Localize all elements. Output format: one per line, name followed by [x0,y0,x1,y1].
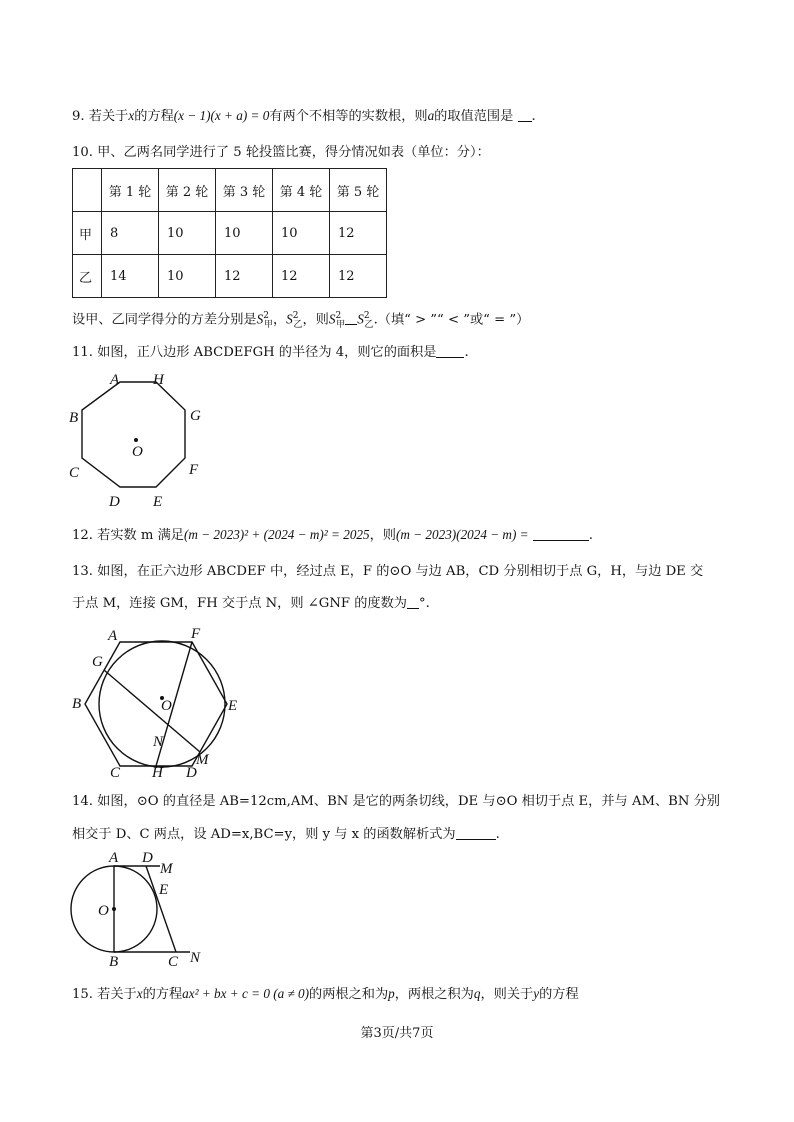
q13-degree: °. [418,596,430,611]
label-B: B [109,954,119,970]
row-name-jia: 甲 [73,212,102,255]
q15-text-4: ，两根之积为 [394,987,474,1002]
q12-answer-blank[interactable] [533,526,589,541]
question-13-line-2 [72,594,430,614]
q14-text: 相交于 D、C 两点，设 AD=x,BC=y，则 y 与 x 的函数解析式为 [72,827,456,842]
label-O: O [98,903,109,919]
q9-equation: (x − 1)(x + a) = 0 [173,108,270,123]
label-C: C [69,465,80,481]
label-N: N [153,734,164,750]
table-cell: 12 [330,212,387,255]
label-F: F [189,462,199,478]
q15-text-3: 的两根之和为 [309,987,389,1002]
octagon-figure [66,370,216,518]
table-cell: 10 [159,255,216,298]
q12-period: . [588,528,593,543]
label-A: A [110,372,120,388]
table-row [73,255,387,298]
q14-answer-blank[interactable] [456,825,496,840]
comma: ， [272,312,287,328]
q15-equation: ax² + bx + c = 0 (a ≠ 0) [182,986,310,1001]
label-D: D [109,494,120,510]
label-B: B [72,696,82,712]
question-14-line-1: 14. 如图，⊙O 的直径是 AB=12cm,AM、BN 是它的两条切线，DE 与⊙O 相切于点 E，并与 AM、BN 分别 [72,794,720,809]
question-15 [72,984,579,1005]
question-13-line-1: 13. 如图，在正六边形 ABCDEF 中，经过点 E，F 的⊙O 与边 AB，CD 分别相切于点 G，H，与边 DE 交 [72,564,704,579]
label-D: D [142,850,153,866]
header-round-2: 第 2 轮 [159,169,216,212]
page-footer: 第3页/共7页 [360,1026,434,1041]
q15-text-5: ，则关于 [480,987,534,1002]
label-M: M [196,752,209,768]
sup: 2 [292,311,299,321]
label-G: G [190,408,201,424]
q15-text-6: 的方程 [539,987,579,1002]
q9-text: 若关于 [88,109,129,124]
label-B: B [69,410,79,426]
label-O: O [132,444,143,460]
q9-text-4: 的取值范围是 [434,109,514,124]
octagon [82,382,185,487]
label-H: H [152,765,163,781]
q9-text-2: 的方程 [134,109,174,124]
label-C: C [110,765,121,781]
tangent-figure [64,848,214,970]
table-corner [73,169,102,212]
sub-jia: 甲 [336,320,346,331]
q12-text-2: ，则 [369,528,396,543]
table-cell: 10 [159,212,216,255]
table-cell: 14 [102,255,159,298]
sup: 2 [263,311,269,321]
question-9 [72,106,536,127]
q10-then: ，则 [302,312,329,328]
table-cell: 8 [102,212,159,255]
q15-var-y: y [533,986,540,1001]
question-10: 10. 甲、乙两名同学进行了 5 轮投篮比赛，得分情况如表（单位：分）： [72,145,490,160]
center-point [112,907,116,911]
q9-period: . [531,109,536,124]
sub-yi: 乙 [293,320,303,331]
table-header-row [73,169,387,212]
table-cell: 10 [273,212,330,255]
question-12 [72,525,593,546]
q11-period: . [464,345,469,360]
table-cell: 12 [273,255,330,298]
label-G: G [92,654,103,670]
label-N: N [190,950,201,966]
q10-answer-blank[interactable] [345,310,357,325]
tangent-dc [146,866,176,952]
q15-var-q: q [473,986,481,1001]
label-F: F [191,626,201,642]
segment-gm [104,670,200,752]
label-M: M [160,861,173,877]
sup: 2 [363,311,370,321]
q10-variance-line [72,306,529,335]
q12-equation-1: (m − 2023)² + (2024 − m)² = 2025 [184,527,370,542]
label-C: C [168,954,179,970]
header-round-5: 第 5 轮 [330,169,387,212]
q10-variance-text: 设甲、乙同学得分的方差分别是 [72,312,257,328]
q15-var-x: x [136,986,143,1001]
q15-text-2: 的方程 [142,987,183,1002]
q9-answer-blank[interactable] [518,107,532,122]
q12-equation-2: (m − 2023)(2024 − m) = [396,527,529,542]
sub-yi: 乙 [364,320,374,331]
q15-var-p: p [388,986,395,1001]
sup: 2 [335,311,342,321]
table-cell: 12 [216,255,273,298]
q9-var-x: x [128,108,135,123]
q13-answer-blank[interactable] [407,594,419,609]
label-A: A [109,850,119,866]
row-name-yi: 乙 [73,255,102,298]
q11-text: 11. 如图，正八边形 ABCDEFGH 的半径为 4，则它的面积是 [72,345,437,360]
s-yi: S [357,311,364,327]
q12-text: 12. 若实数 m 满足 [72,528,184,543]
s-jia: S [256,311,264,327]
q13-text: 于点 M，连接 GM，FH 交于点 N，则 ∠GNF 的度数为 [72,596,407,611]
header-round-4: 第 4 轮 [273,169,330,212]
header-round-3: 第 3 轮 [216,169,273,212]
label-E: E [228,698,238,714]
score-table [72,168,387,298]
sub-jia: 甲 [263,320,273,331]
label-E: E [153,494,163,510]
header-round-1: 第 1 轮 [102,169,159,212]
q10-instruction: .（填“ > ”“ < ”或“ = ”） [373,312,530,328]
q9-number: 9. [72,109,85,124]
center-point [134,438,138,442]
q9-text-3: 有两个不相等的实数根，则 [269,109,428,124]
hexagon-figure [70,624,250,782]
question-11 [72,343,469,363]
q11-answer-blank[interactable] [436,343,464,358]
label-D: D [186,765,197,781]
s-jia: S [328,311,336,327]
table-row [73,212,387,255]
s-yi: S [286,311,293,327]
label-H: H [153,372,164,388]
table-cell: 12 [330,255,387,298]
question-14-line-2 [72,825,500,845]
label-O: O [161,698,172,714]
q9-var-a: a [427,108,435,123]
label-E: E [159,882,169,898]
q14-period: . [495,827,500,842]
q15-text: 15. 若关于 [72,987,137,1002]
label-A: A [108,628,118,644]
table-cell: 10 [216,212,273,255]
